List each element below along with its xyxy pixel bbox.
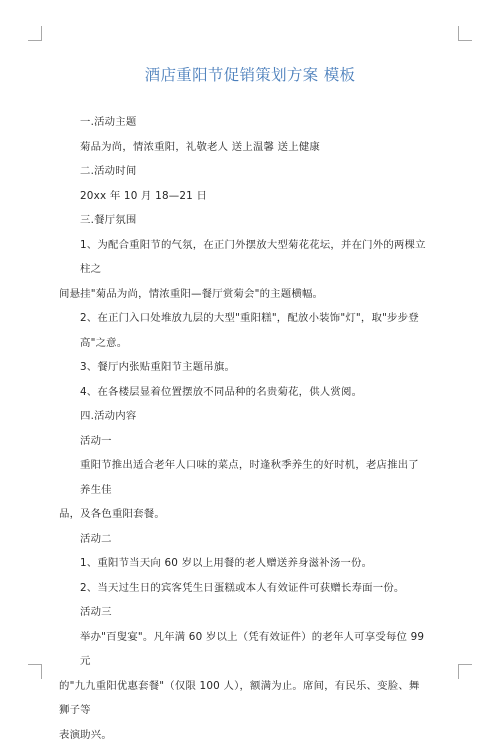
crop-mark-top-left <box>41 26 42 41</box>
activity-1-line-2: 品，及各色重阳套餐。 <box>59 502 426 527</box>
activity-2-item-2: 2、当天过生日的宾客凭生日蛋糕或本人有效证件可获赠长寿面一份。 <box>80 576 426 601</box>
crop-mark-bottom-left <box>28 664 42 665</box>
activity-2-item-1: 1、重阳节当天向 60 岁以上用餐的老人赠送养身滋补汤一份。 <box>80 551 426 576</box>
activity-3-line-3: 表演助兴。 <box>59 723 426 747</box>
crop-mark-bottom-right <box>458 664 472 665</box>
activity-1-line-1: 重阳节推出适合老年人口味的菜点，时逢秋季养生的好时机，老店推出了养生佳 <box>80 453 426 502</box>
section-heading-content: 四.活动内容 <box>80 404 426 429</box>
document-body <box>80 110 426 747</box>
atmosphere-item-2: 2、在正门入口处堆放九层的大型"重阳糕"，配放小装饰"灯"，取"步步登高"之意。 <box>80 306 426 355</box>
atmosphere-item-1-line-2: 间悬挂"菊品为尚，情浓重阳—餐厅赏菊会"的主题横幅。 <box>59 282 426 307</box>
crop-mark-top-right <box>458 26 459 41</box>
crop-mark-top-left <box>28 40 42 41</box>
atmosphere-item-3: 3、餐厅内张贴重阳节主题吊旗。 <box>80 355 426 380</box>
activity-3-heading: 活动三 <box>80 600 426 625</box>
time-text: 20xx 年 10 月 18—21 日 <box>80 184 426 209</box>
crop-mark-bottom-left <box>41 664 42 679</box>
section-heading-time: 二.活动时间 <box>80 159 426 184</box>
activity-1-heading: 活动一 <box>80 429 426 454</box>
activity-3-line-1: 举办"百叟宴"。凡年满 60 岁以上（凭有效证件）的老年人可享受每位 99 元 <box>80 625 426 674</box>
crop-mark-bottom-right <box>458 664 459 679</box>
theme-text: 菊品为尚，情浓重阳，礼敬老人 送上温馨 送上健康 <box>80 135 426 160</box>
activity-2-heading: 活动二 <box>80 527 426 552</box>
activity-3-line-2: 的"九九重阳优惠套餐"（仅限 100 人），额满为止。席间，有民乐、变脸、舞狮子等 <box>59 674 426 723</box>
crop-mark-top-right <box>458 40 472 41</box>
section-heading-theme: 一.活动主题 <box>80 110 426 135</box>
section-heading-atmosphere: 三.餐厅氛围 <box>80 208 426 233</box>
document-title: 酒店重阳节促销策划方案 模板 <box>0 63 500 85</box>
atmosphere-item-1-line-1: 1、为配合重阳节的气氛，在正门外摆放大型菊花花坛，并在门外的两棵立柱之 <box>80 233 426 282</box>
atmosphere-item-4: 4、在各楼层显着位置摆放不同品种的名贵菊花，供人赏阅。 <box>80 380 426 405</box>
